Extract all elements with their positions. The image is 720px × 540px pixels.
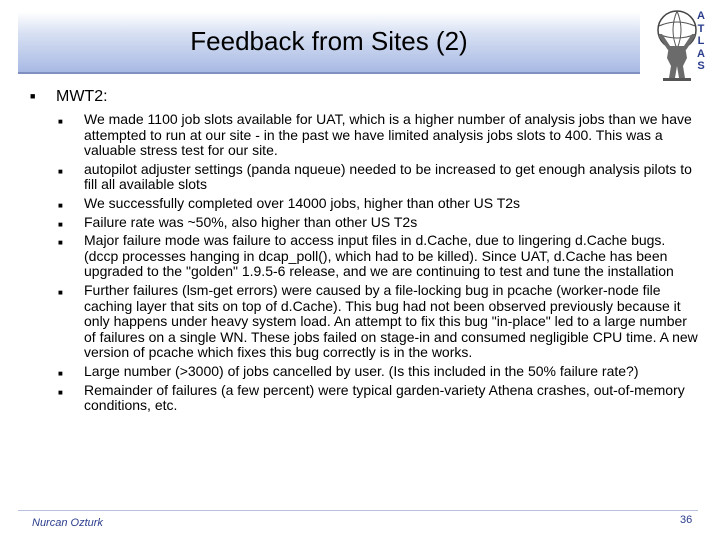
list-item-text: Remainder of failures (a few percent) were typical garden-variety Athena crashes, out-of-memory conditions, etc. xyxy=(84,381,685,414)
list-item-text: Failure rate was ~50%, also higher than other US T2s xyxy=(84,213,418,230)
list-item xyxy=(58,112,698,159)
list-item xyxy=(58,283,698,361)
list-item-text: Further failures (lsm-get errors) were caused by a file-locking bug in pcache (worker-node file caching layer that sits on top of d.Cache). This bug had not been observed previously because it only happens under heavy system load. An attempt to fix this bug "in-place" led to a large number of failures on a single WN. These jobs failed on stage-in and consumed negligible CPU time. A new version of pcache which fixes this bug correctly is in the works. xyxy=(84,281,698,361)
list-item xyxy=(58,364,698,380)
atlas-letters: ATLAS xyxy=(697,10,705,72)
square-bullet-icon: ■ xyxy=(58,219,63,229)
footer-author: Nurcan Ozturk xyxy=(32,517,103,529)
square-bullet-icon: ■ xyxy=(58,387,63,397)
square-bullet-icon: ■ xyxy=(58,117,63,126)
slide-title: Feedback from Sites (2) xyxy=(190,26,468,56)
list-item-text: We made 1100 job slots available for UAT, which is a higher number of analysis jobs than we have attempted to run at our site - in the past we have limited analysis jobs slots to 400. This was a valuable stress test for our site. xyxy=(84,111,692,159)
list-item-text: We successfully completed over 14000 jobs, higher than other US T2s xyxy=(84,194,521,211)
atlas-logo-letters xyxy=(694,10,708,73)
footer-divider xyxy=(18,510,698,511)
list-item-text: Major failure mode was failure to access input files in d.Cache, due to lingering d.Cache bugs. (dccp processes hanging in dcap_poll(), which had to be killed). Since UAT, d.Cache has been upgraded to the "golden" 1.9.5-6 release, and we are continuing to test and tune the installation xyxy=(84,232,674,280)
square-bullet-icon: ■ xyxy=(58,200,63,210)
square-bullet-icon: ■ xyxy=(58,368,63,378)
square-bullet-icon: ■ xyxy=(30,91,36,101)
list-item xyxy=(58,196,698,212)
square-bullet-icon: ■ xyxy=(58,238,63,248)
list-item xyxy=(58,162,698,193)
list-item xyxy=(58,215,698,231)
list-item-text: Large number (>3000) of jobs cancelled by user. (Is this included in the 50% failure rate?) xyxy=(84,362,639,379)
title-bar xyxy=(18,12,640,74)
list-item-text: autopilot adjuster settings (panda nqueue) needed to be increased to get enough analysis pilots to fill all available slots xyxy=(84,160,692,193)
sub-bullet-list xyxy=(58,112,698,417)
page-number: 36 xyxy=(680,514,693,526)
square-bullet-icon: ■ xyxy=(58,166,63,176)
square-bullet-icon: ■ xyxy=(58,287,63,297)
list-item xyxy=(58,233,698,280)
main-bullet-label: MWT2: xyxy=(56,88,108,105)
list-item xyxy=(58,383,698,414)
